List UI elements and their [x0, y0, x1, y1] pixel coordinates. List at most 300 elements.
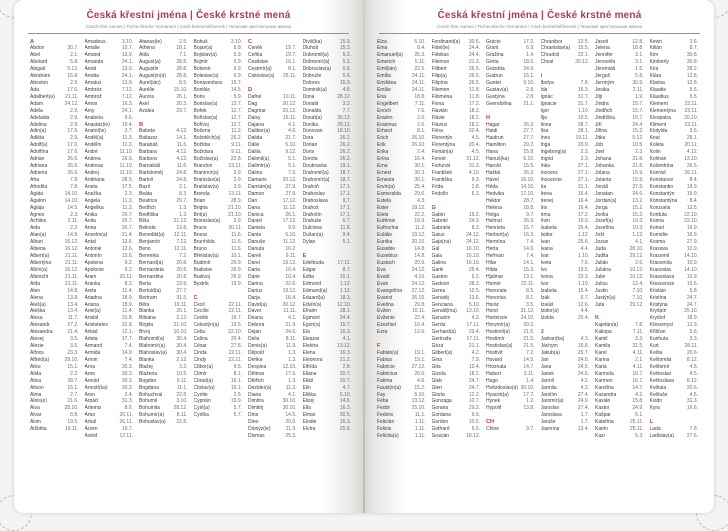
name-cell: Františka: [431, 176, 453, 183]
date-cell: 9.10.: [523, 80, 535, 87]
date-cell: 23.9.: [176, 280, 188, 287]
name-row: [303, 45, 352, 52]
name-row: [248, 66, 297, 73]
page-right: [365, 0, 714, 513]
name-row: [595, 392, 644, 399]
date-cell: 24.12.: [411, 280, 426, 287]
name-cell: Iris: [540, 204, 548, 211]
name-row: [303, 295, 352, 302]
date-cell: 12.1.: [121, 329, 133, 336]
name-cell: Ivar: [540, 253, 549, 260]
name-cell: Gražina: [486, 52, 504, 59]
name-cell: Etela: [377, 211, 389, 218]
date-cell: 21.3.: [468, 59, 480, 66]
name-cell: Ibolya: [540, 80, 554, 87]
date-cell: 9.7.: [342, 197, 351, 204]
name-row: [432, 288, 481, 295]
date-cell: 11.2.: [231, 128, 242, 135]
date-cell: 7.1.: [179, 52, 188, 59]
date-cell: 15.5.: [577, 45, 589, 52]
date-cell: 7.10.: [632, 294, 644, 301]
name-row: [595, 267, 644, 274]
name-cell: Jarmil: [540, 377, 554, 384]
name-cell: Filemon: [431, 59, 450, 66]
date-cell: 16.3.: [121, 100, 133, 107]
name-cell: Bedřich: [139, 204, 156, 211]
date-cell: 26.9.: [523, 218, 535, 225]
date-cell: 24.8.: [176, 170, 188, 177]
name-row: [595, 246, 644, 253]
date-cell: 21.4.: [67, 329, 79, 336]
name-cell: Jiljí: [595, 93, 603, 100]
name-cell: Eliana: [302, 370, 317, 377]
date-cell: 30.5.: [468, 38, 480, 45]
name-row: [377, 45, 426, 52]
date-cell: 27.7.: [176, 287, 188, 294]
name-row: [85, 274, 134, 281]
date-cell: 30.4.: [176, 349, 188, 356]
name-row: [194, 212, 243, 219]
date-cell: 19.5.: [577, 266, 589, 273]
name-cell: Čistoslav(a): [248, 73, 275, 80]
date-cell: 25.11.: [629, 419, 644, 426]
name-row: [30, 128, 79, 135]
name-cell: Anděl(a): [84, 135, 104, 142]
name-row: [377, 350, 426, 357]
name-cell: Adalbert(a): [30, 93, 55, 100]
name-cell: Armin: [84, 356, 98, 363]
date-cell: 16.4.: [577, 204, 589, 211]
name-row: [595, 80, 644, 87]
name-row: [85, 87, 134, 94]
page-title: Česká křestní jména | České krstné mená: [437, 10, 642, 21]
name-row: [432, 315, 481, 322]
name-row: [541, 156, 590, 163]
name-row: [650, 302, 699, 309]
name-row: [432, 302, 481, 309]
date-cell: 8.1.: [526, 294, 535, 301]
date-cell: 10.1.: [339, 273, 351, 280]
name-row: [650, 315, 699, 322]
name-cell: Čeněk: [248, 45, 263, 52]
date-cell: 5.12.: [67, 66, 79, 73]
date-cell: 29.7.: [176, 197, 188, 204]
date-cell: 11.6.: [176, 163, 188, 170]
name-row: [541, 198, 590, 205]
date-cell: 7.11.: [632, 329, 644, 336]
name-row: [85, 45, 134, 52]
name-cell: Albín(a): [30, 266, 48, 273]
name-cell: Celina: [193, 336, 208, 343]
name-cell: Cecílie: [193, 308, 209, 315]
name-row: [248, 198, 297, 205]
name-row: [194, 52, 243, 59]
name-row: [139, 80, 188, 87]
name-row: [248, 225, 297, 232]
date-cell: 4.5.: [689, 363, 698, 370]
name-cell: Bohumil: [139, 398, 158, 405]
name-cell: Glen: [431, 384, 443, 391]
date-cell: 7.8.: [580, 80, 589, 87]
date-cell: 11.3.: [122, 204, 133, 211]
name-cell: Julián: [595, 260, 609, 266]
date-cell: 8.1.: [417, 128, 426, 135]
date-cell: 8.1.: [288, 66, 297, 73]
name-cell: Kristína: [649, 294, 667, 301]
date-cell: 1.4.: [526, 52, 535, 59]
date-cell: 10.11.: [411, 308, 426, 315]
name-row: [139, 225, 188, 232]
name-cell: Ines: [540, 135, 550, 142]
name-row: [30, 80, 79, 87]
name-cell: Elmar: [302, 412, 316, 419]
name-cell: Jarolím: [540, 391, 557, 398]
date-cell: 1.2.: [526, 398, 535, 405]
name-row: [30, 426, 79, 433]
name-row: [30, 246, 79, 253]
name-row: [303, 308, 352, 315]
date-cell: 4.12.: [686, 149, 698, 156]
name-cell: Kryšpín: [649, 308, 667, 315]
name-cell: Athéna: [139, 45, 155, 52]
name-cell: Darel: [248, 260, 260, 266]
name-cell: Erína: [377, 156, 389, 163]
name-row: [303, 163, 352, 170]
name-cell: Fridolín: [431, 190, 449, 197]
name-cell: Hvězdoslav(a): [486, 384, 518, 391]
date-cell: 19.1.: [414, 356, 426, 363]
name-cell: Kira: [649, 66, 659, 73]
name-row: [303, 302, 352, 309]
date-cell: 4.2.: [635, 391, 644, 398]
name-row: [377, 170, 426, 177]
name-cell: Dante: [248, 232, 262, 239]
date-cell: 4.3.: [417, 197, 426, 204]
name-cell: Alena: [30, 294, 43, 301]
date-cell: 9.5.: [233, 363, 242, 370]
date-cell: 24.6.: [577, 356, 589, 363]
date-cell: 17.12.: [282, 197, 297, 204]
name-row: [248, 412, 297, 419]
section-letter: G: [431, 204, 436, 211]
name-cell: Filipína: [431, 80, 448, 87]
name-cell: Jiřina: [595, 128, 607, 135]
date-cell: 8.4.: [689, 176, 698, 183]
name-cell: Andrea: [84, 156, 101, 163]
name-row: [303, 412, 352, 419]
name-row: [248, 246, 297, 253]
name-row: [194, 371, 243, 378]
name-cell: Debora: [248, 322, 265, 329]
date-cell: 12.8.: [686, 80, 698, 87]
name-cell: Antonín: [84, 253, 102, 260]
name-row: [139, 419, 188, 426]
name-row: [486, 142, 535, 149]
name-cell: Absolon: [30, 80, 49, 87]
date-cell: 13.2.: [632, 197, 644, 204]
name-row: [85, 80, 134, 87]
name-row: [303, 392, 352, 399]
name-cell: Gréta: [486, 59, 499, 66]
date-cell: 21.11.: [64, 93, 79, 100]
name-cell: Dobromil(a): [302, 52, 329, 59]
name-cell: Adéla: [30, 107, 43, 114]
name-row: [486, 322, 535, 329]
date-cell: 22.8.: [230, 156, 242, 163]
name-cell: Kunhuta: [649, 336, 669, 343]
name-cell: Břetislav(a): [193, 253, 219, 260]
name-row: [595, 163, 644, 170]
name-cell: Genciana: [431, 301, 453, 308]
section-letter: Č: [248, 38, 253, 45]
name-row: [432, 94, 481, 101]
date-cell: 11.1.: [414, 412, 426, 419]
name-cell: Hostimír: [486, 336, 505, 343]
name-row: [303, 281, 352, 288]
date-cell: 17.12.: [282, 218, 297, 225]
name-row: [650, 246, 699, 253]
name-row: [432, 267, 481, 274]
date-cell: 26.10.: [411, 135, 426, 142]
name-row: [486, 343, 535, 350]
name-row: [248, 239, 297, 246]
name-cell: Dětmar: [248, 370, 265, 377]
date-cell: 21.5.: [523, 343, 535, 350]
name-cell: Jolana: [595, 170, 610, 177]
name-cell: Dárie: [248, 273, 260, 280]
date-cell: 27.12.: [411, 287, 426, 294]
name-row: [248, 115, 297, 122]
name-row: [486, 122, 535, 129]
date-cell: 10.12.: [629, 266, 644, 273]
name-cell: Cedrik: [193, 315, 208, 322]
name-row: [85, 108, 134, 115]
name-row: [85, 115, 134, 122]
date-cell: 4.8.: [342, 86, 351, 93]
date-cell: 17.6.: [67, 149, 79, 156]
name-row: [248, 385, 297, 392]
name-cell: Daria: [248, 266, 260, 273]
date-cell: 15.3.: [523, 266, 535, 273]
date-cell: 24.11.: [411, 86, 426, 93]
name-row: [541, 392, 590, 399]
name-cell: Jorika: [595, 211, 609, 218]
name-cell: Bohumila: [139, 405, 160, 412]
name-cell: Evangelína: [377, 287, 403, 294]
date-cell: 1.11.: [414, 433, 426, 440]
name-row: [194, 170, 243, 177]
diary-sheet: [14, 0, 714, 513]
date-cell: 16.3.: [339, 349, 351, 356]
date-cell: 5.8.: [689, 329, 698, 336]
name-cell: Kosma: [649, 239, 666, 246]
name-cell: Juta: [595, 301, 605, 308]
name-cell: Jarmila: [540, 384, 557, 391]
name-row: [541, 142, 590, 149]
name-cell: Flavián: [431, 107, 448, 114]
date-cell: 17.2.: [468, 100, 480, 107]
section-letter: C: [193, 294, 198, 301]
name-row: [377, 184, 426, 191]
date-cell: 9.7.: [526, 426, 535, 433]
date-cell: 4.10.: [468, 170, 480, 177]
name-row: [139, 398, 188, 405]
name-cell: Fabricie: [377, 363, 395, 370]
date-cell: 26.9.: [230, 266, 242, 273]
name-cell: Jorga: [595, 204, 608, 211]
name-row: [486, 184, 535, 191]
name-row: [432, 246, 481, 253]
name-cell: Benedikt(a): [139, 232, 165, 239]
date-cell: 26.9.: [121, 156, 133, 163]
date-cell: 30.11.: [228, 225, 242, 232]
name-cell: Árpád: [84, 398, 98, 405]
name-cell: Dezider(a): [248, 384, 272, 391]
date-cell: 4.1.: [288, 121, 297, 128]
name-row: [303, 177, 352, 184]
name-cell: Ábel: [30, 52, 41, 59]
name-row: [595, 73, 644, 80]
date-cell: 3.6.: [689, 128, 698, 135]
name-cell: Herta: [486, 246, 499, 253]
date-cell: 24.4.: [632, 121, 644, 128]
date-cell: 7.4.: [124, 343, 133, 350]
name-row: [486, 73, 535, 80]
date-cell: 13.8.: [176, 225, 188, 232]
name-row: [194, 198, 243, 205]
name-row: [248, 101, 297, 108]
name-row: [248, 329, 297, 336]
name-cell: Ezra: [377, 329, 388, 336]
name-cell: Joel: [595, 149, 605, 156]
date-cell: 2.8.: [471, 183, 480, 190]
name-row: [486, 281, 535, 288]
date-cell: 14.7.: [523, 363, 535, 370]
name-row: [85, 191, 134, 198]
section-letter: D: [248, 86, 253, 93]
date-cell: 26.2.: [339, 135, 351, 142]
name-cell: Gedeon: [431, 280, 450, 287]
name-row: [486, 101, 535, 108]
name-row: [541, 288, 590, 295]
name-row: [303, 405, 352, 412]
name-row: [486, 260, 535, 267]
date-cell: 30.1.: [414, 176, 426, 183]
name-row: [377, 232, 426, 239]
name-cell: Jaroslava: [540, 412, 562, 419]
name-cell: Donovan: [302, 128, 323, 135]
name-cell: Drahuše: [302, 218, 322, 225]
name-cell: Enoch: [377, 107, 392, 114]
date-cell: 12.11.: [119, 433, 133, 440]
name-row: [303, 398, 352, 405]
name-row: [194, 308, 243, 315]
name-row: [595, 371, 644, 378]
name-row: [650, 288, 699, 295]
name-cell: Flavius: [431, 121, 448, 128]
name-row: [194, 205, 243, 212]
name-cell: Kateřina: [595, 419, 614, 426]
name-row: [650, 177, 699, 184]
date-cell: 7.5.: [288, 170, 297, 177]
name-cell: Adolfína: [30, 149, 49, 156]
date-cell: 2.1.: [179, 183, 188, 190]
name-cell: Kristýna: [649, 301, 668, 308]
date-cell: 26.7.: [121, 225, 133, 232]
name-row: [194, 225, 243, 232]
date-cell: 11.6.: [231, 246, 242, 253]
date-cell: 13.8.: [523, 405, 535, 412]
name-row: [248, 336, 297, 343]
name-cell: Beáta: [139, 190, 153, 197]
name-row: [486, 274, 535, 281]
name-row: [595, 398, 644, 405]
name-cell: Chval: [540, 59, 554, 66]
name-cell: Gema: [431, 287, 446, 294]
name-row: [303, 225, 352, 232]
date-cell: 20.3.: [176, 100, 188, 107]
name-row: [377, 218, 426, 225]
date-cell: 19.5.: [67, 419, 79, 426]
name-row: [30, 177, 79, 184]
name-row: [377, 135, 426, 142]
header-rule: [379, 33, 700, 34]
date-cell: 5.1.: [288, 156, 297, 163]
name-row: [595, 66, 644, 73]
name-cell: Květuše: [649, 391, 668, 398]
name-cell: Dimitrij: [248, 405, 264, 412]
date-cell: 19.11.: [64, 426, 79, 433]
name-cell: Krasava: [649, 246, 668, 253]
date-cell: 17.1.: [339, 211, 351, 218]
name-cell: Dalina: [248, 170, 263, 177]
name-cell: Hubert: [486, 370, 502, 377]
name-row: [194, 177, 243, 184]
name-cell: Adelaida: [30, 114, 50, 121]
date-cell: 4.3.: [580, 336, 589, 343]
date-cell: 15.4.: [577, 287, 589, 294]
name-cell: Hjalmar: [486, 273, 504, 280]
name-row: [194, 122, 243, 129]
date-cell: 12.6.: [121, 246, 133, 253]
name-row: [486, 163, 535, 170]
name-row: [432, 101, 481, 108]
date-cell: 20.12.: [282, 107, 297, 114]
name-row: [486, 212, 535, 219]
name-row: [541, 302, 590, 309]
name-cell: Ena: [377, 93, 386, 100]
name-row: [541, 274, 590, 281]
date-cell: 4.5.: [689, 370, 698, 377]
name-row: [248, 45, 297, 52]
name-row: [377, 378, 426, 385]
name-cell: Celia: [193, 329, 205, 336]
date-cell: 17.6.: [67, 128, 79, 135]
date-cell: 15.7.: [632, 114, 644, 121]
name-row: [377, 156, 426, 163]
name-row: [377, 52, 426, 59]
name-cell: Dag: [248, 100, 258, 107]
date-cell: 14.5.: [523, 356, 535, 363]
date-cell: 8.7.: [689, 45, 698, 52]
name-cell: Filoména: [431, 93, 453, 100]
date-cell: 11.3.: [122, 142, 133, 149]
name-row: [432, 398, 481, 405]
name-row: [303, 329, 352, 336]
name-row: [541, 378, 590, 385]
name-row: [30, 315, 79, 322]
name-cell: Karla: [595, 363, 607, 370]
